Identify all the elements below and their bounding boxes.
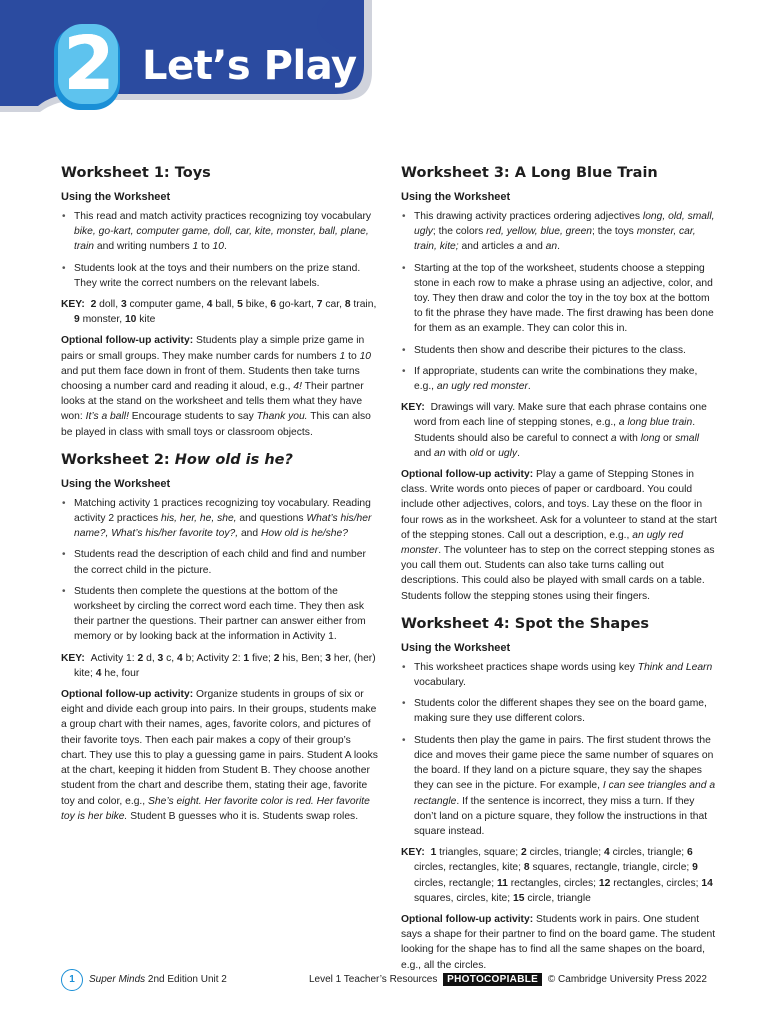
list-item: • This read and match activity practices recognizing toy vocabulary bike, go-kart, computer game, doll, car, kite, monster, ball, plane, train and writing numbers 1 to 10.	[61, 209, 379, 255]
worksheet-4-bullets	[401, 660, 719, 839]
worksheet-1-bullets	[61, 209, 379, 291]
worksheet-3-subtitle: Using the Worksheet	[401, 191, 511, 203]
worksheet-3-title: Worksheet 3: A Long Blue Train	[401, 165, 658, 181]
worksheet-2-section	[61, 450, 379, 824]
list-item: • Starting at the top of the worksheet, students choose a stepping stone in each row to make a phrase using an adjective, color, and toy. They then draw and color the toy in the toy box at the bottom to fit the phrase they have made. The first drawing has been done for them as an example. They can color this in.	[401, 261, 719, 337]
worksheet-4-key: KEY: 1 triangles, square; 2 circles, triangle; 4 circles, triangle; 6 circles, rectangles, kite; 8 squares, rectangle, triangle, circle; 9 circles, rectangle; 11 rectangles, circles; 12 rectangles, circles; 14 squares, circles, kite; 15 circle, triangle	[401, 847, 713, 904]
page-footer	[61, 969, 707, 991]
worksheet-4-subtitle: Using the Worksheet	[401, 641, 511, 654]
worksheet-3-bullets	[401, 209, 719, 394]
page-number: 1	[61, 969, 83, 991]
photocopiable-badge: PHOTOCOPIABLE	[443, 973, 542, 986]
list-item: • Students color the different shapes they see on the board game, making sure they use different colors.	[401, 696, 719, 726]
list-item: • This drawing activity practices ordering adjectives long, old, small, ugly; the colors red, yellow, blue, green; the toys monster, car, train, kite; and articles a and an.	[401, 209, 719, 255]
list-item: • Students read the description of each child and find and number the correct child in the picture.	[61, 547, 379, 577]
footer-credits	[309, 969, 707, 991]
list-item: • Students then show and describe their pictures to the class.	[401, 343, 719, 358]
worksheet-2-follow-up: Optional follow-up activity: Organize students in groups of six or eight and divide each group into pairs. In their groups, students make a group chart with their names, ages, favorite colors, and pictures of their favorite toys. Then each pair makes a copy of their group’s chart. They use this to play a guessing game in pairs. Student A looks at the chart, keeping it hidden from Student B. They choose another student from the chart and describe them, stating their age, favorite toy and color, e.g., She’s eight. Her favorite color is red. Her favorite toy is her bike. Student B guesses who it is. Students swap roles.	[61, 689, 378, 822]
worksheet-1-subtitle: Using the Worksheet	[61, 191, 171, 203]
worksheet-1-section	[61, 163, 379, 440]
worksheet-3-section	[401, 163, 719, 604]
left-column	[61, 160, 379, 834]
unit-number: 2	[63, 21, 115, 107]
list-item: • Matching activity 1 practices recognizing toy vocabulary. Reading activity 2 practices his, her, he, she, and questions What’s his/her name?, What’s his/her favorite toy?, and How old is he/she?	[61, 496, 379, 542]
worksheet-2-title: Worksheet 2: How old is he?	[61, 451, 293, 468]
worksheet-4-title: Worksheet 4: Spot the Shapes	[401, 615, 650, 632]
list-item: • Students then play the game in pairs. The first student throws the dice and moves their game piece the same number of squares on the board. If they land on a picture square, they say the shapes they can see in the picture. For example, I can see triangles and a rectangle. If the sentence is incorrect, they miss a turn. If they don’t land on a picture square, they follow the instructions in that square instead.	[401, 733, 719, 839]
list-item: • This worksheet practices shape words using key Think and Learn vocabulary.	[401, 660, 719, 690]
book-title: Super Minds 2nd Edition Unit 2	[89, 974, 227, 985]
worksheet-1-title: Worksheet 1: Toys	[61, 165, 211, 181]
list-item: • If appropriate, students can write the combinations they make, e.g., an ugly red monster.	[401, 364, 719, 394]
worksheet-2-bullets	[61, 496, 379, 645]
worksheet-3-key: KEY: Drawings will vary. Make sure that each phrase contains one word from each line of stepping stones, e.g., a long blue train. Students should also be careful to connect a with long or small and an with old or ugly.	[401, 402, 707, 459]
worksheet-3-follow-up: Optional follow-up activity: Play a game of Stepping Stones in class. Write words onto pieces of paper or cardboard. You could include other adjectives, colors, and toys. Lay these on the floor in four rows as in the worksheet. Ask for a volunteer to stand at the start of the stepping stones. Call out a description, e.g., an ugly red monster. The volunteer has to step on the correct stepping stones as you call them out. Students can also take turns calling out descriptions. This could also be played with small cards on a table. Students follow the stepping stones using their fingers.	[401, 469, 717, 602]
right-column	[401, 160, 719, 983]
worksheet-2-subtitle: Using the Worksheet	[61, 477, 171, 490]
copyright-text: © Cambridge University Press 2022	[547, 974, 707, 985]
worksheet-1-follow-up: Optional follow-up activity: Students play a simple prize game in pairs or small groups. They make number cards for numbers 1 to 10 and put them face down in front of them. Students then take turns choosing a number card and reading it aloud, e.g., 4! Their partner looks at the stand on the worksheet and tells them what they have won: It’s a ball! Encourage students to say Thank you. This can also be played in class with small toys or classroom objects.	[61, 335, 372, 438]
resource-label: Level 1 Teacher’s Resources	[308, 974, 438, 985]
list-item: • Students look at the toys and their numbers on the prize stand. They write the correct numbers on the relevant labels.	[61, 261, 379, 291]
unit-title: Let’s Play	[142, 43, 357, 89]
worksheet-2-key: KEY: Activity 1: 2 d, 3 c, 4 b; Activity 2: 1 five; 2 his, Ben; 3 her, (her) kite; 4 he, four	[61, 652, 376, 679]
worksheet-1-key: KEY: 2 doll, 3 computer game, 4 ball, 5 bike, 6 go-kart, 7 car, 8 train, 9 monster, 10 kite	[61, 299, 377, 326]
worksheet-4-section	[401, 614, 719, 973]
worksheet-4-follow-up: Optional follow-up activity: Students work in pairs. One student says a shape for their partner to find on the board game. The student looking for the shape has to find all the same shapes on the board, e.g., all the circles.	[401, 913, 716, 971]
unit-header-banner	[0, 0, 372, 112]
list-item: • Students then complete the questions at the bottom of the worksheet by circling the correct word each time. They then ask their partner the questions. Their partner can answer either from memory or by looking back at the information in Activity 1.	[61, 584, 379, 645]
